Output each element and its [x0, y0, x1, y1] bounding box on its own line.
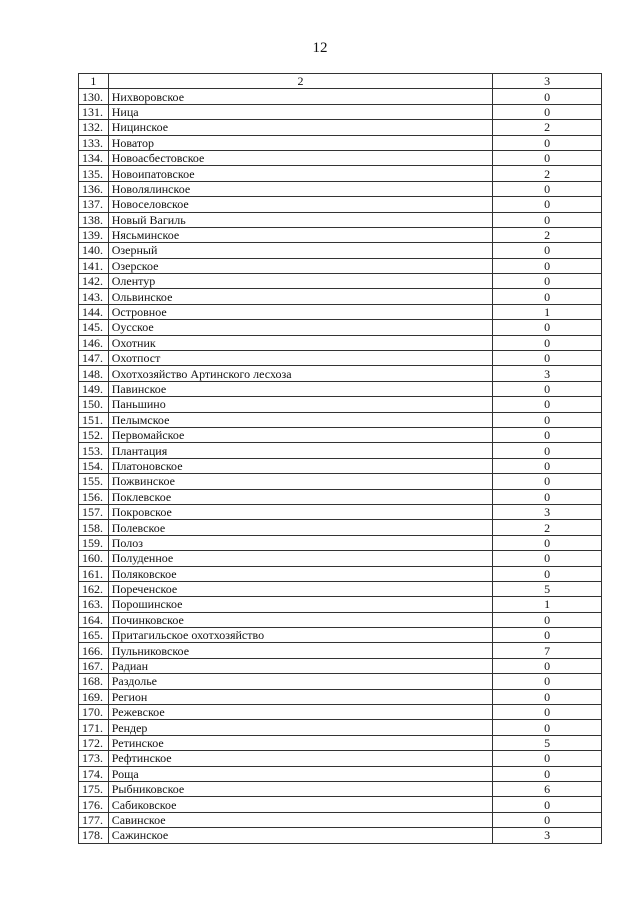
row-number: 161.	[79, 566, 109, 581]
row-number: 170.	[79, 705, 109, 720]
row-name: Раздолье	[108, 674, 493, 689]
row-number: 134.	[79, 150, 109, 165]
row-value: 6	[493, 781, 602, 796]
row-name: Регион	[108, 689, 493, 704]
row-name: Пожвинское	[108, 474, 493, 489]
row-value: 0	[493, 812, 602, 827]
row-value: 0	[493, 351, 602, 366]
table-row	[79, 412, 602, 427]
table-row	[79, 643, 602, 658]
row-number: 160.	[79, 551, 109, 566]
table-row	[79, 597, 602, 612]
row-number: 132.	[79, 120, 109, 135]
row-number: 147.	[79, 351, 109, 366]
row-name: Рыбниковское	[108, 781, 493, 796]
row-value: 0	[493, 258, 602, 273]
row-value: 0	[493, 797, 602, 812]
row-number: 146.	[79, 335, 109, 350]
row-number: 138.	[79, 212, 109, 227]
row-number: 157.	[79, 504, 109, 519]
row-number: 165.	[79, 628, 109, 643]
row-value: 0	[493, 381, 602, 396]
row-value: 0	[493, 489, 602, 504]
row-number: 167.	[79, 658, 109, 673]
row-number: 143.	[79, 289, 109, 304]
row-value: 0	[493, 397, 602, 412]
row-value: 2	[493, 227, 602, 242]
row-number: 172.	[79, 735, 109, 750]
table-row	[79, 581, 602, 596]
table-row	[79, 566, 602, 581]
row-value: 0	[493, 335, 602, 350]
row-name: Павинское	[108, 381, 493, 396]
row-number: 139.	[79, 227, 109, 242]
row-number: 152.	[79, 427, 109, 442]
row-number: 130.	[79, 89, 109, 104]
row-value: 0	[493, 612, 602, 627]
table-row	[79, 751, 602, 766]
row-value: 0	[493, 212, 602, 227]
row-name: Поклевское	[108, 489, 493, 504]
row-name: Ольвинское	[108, 289, 493, 304]
row-name: Пульниковское	[108, 643, 493, 658]
table-row	[79, 304, 602, 319]
row-name: Притагильское охотхозяйство	[108, 628, 493, 643]
row-value: 0	[493, 751, 602, 766]
row-name: Платоновское	[108, 458, 493, 473]
column-header-value: 3	[493, 74, 602, 89]
table-header-row	[79, 74, 602, 89]
row-name: Новоселовское	[108, 197, 493, 212]
row-name: Озерный	[108, 243, 493, 258]
row-value: 0	[493, 104, 602, 119]
registry-table-body	[79, 74, 602, 844]
row-name: Починковское	[108, 612, 493, 627]
row-value: 0	[493, 474, 602, 489]
row-number: 164.	[79, 612, 109, 627]
table-row	[79, 720, 602, 735]
row-name: Оусское	[108, 320, 493, 335]
row-value: 5	[493, 581, 602, 596]
row-value: 2	[493, 520, 602, 535]
table-row	[79, 504, 602, 519]
column-header-name: 2	[108, 74, 493, 89]
row-value: 0	[493, 197, 602, 212]
row-name: Пореченское	[108, 581, 493, 596]
table-row	[79, 289, 602, 304]
row-number: 151.	[79, 412, 109, 427]
table-row	[79, 735, 602, 750]
table-row	[79, 212, 602, 227]
row-number: 135.	[79, 166, 109, 181]
row-name: Нясьминское	[108, 227, 493, 242]
row-value: 7	[493, 643, 602, 658]
row-value: 0	[493, 566, 602, 581]
row-number: 178.	[79, 828, 109, 843]
table-row	[79, 689, 602, 704]
table-row	[79, 104, 602, 119]
row-name: Роща	[108, 766, 493, 781]
row-value: 2	[493, 120, 602, 135]
row-name: Новоипатовское	[108, 166, 493, 181]
table-row	[79, 243, 602, 258]
table-row	[79, 781, 602, 796]
row-number: 175.	[79, 781, 109, 796]
row-name: Первомайское	[108, 427, 493, 442]
row-number: 171.	[79, 720, 109, 735]
table-row	[79, 674, 602, 689]
table-row	[79, 320, 602, 335]
table-row	[79, 489, 602, 504]
row-name: Плантация	[108, 443, 493, 458]
row-number: 141.	[79, 258, 109, 273]
row-number: 140.	[79, 243, 109, 258]
table-row	[79, 397, 602, 412]
row-value: 0	[493, 628, 602, 643]
row-value: 3	[493, 504, 602, 519]
row-number: 156.	[79, 489, 109, 504]
row-name: Покровское	[108, 504, 493, 519]
table-row	[79, 135, 602, 150]
table-row	[79, 797, 602, 812]
row-number: 174.	[79, 766, 109, 781]
table-row	[79, 150, 602, 165]
row-name: Охотхозяйство Артинского лесхоза	[108, 366, 493, 381]
row-number: 158.	[79, 520, 109, 535]
row-number: 144.	[79, 304, 109, 319]
row-number: 137.	[79, 197, 109, 212]
row-number: 145.	[79, 320, 109, 335]
row-number: 148.	[79, 366, 109, 381]
row-name: Рефтинское	[108, 751, 493, 766]
table-row	[79, 535, 602, 550]
row-value: 0	[493, 535, 602, 550]
row-name: Охотник	[108, 335, 493, 350]
row-value: 0	[493, 705, 602, 720]
row-value: 0	[493, 89, 602, 104]
row-value: 0	[493, 243, 602, 258]
table-row	[79, 705, 602, 720]
row-value: 5	[493, 735, 602, 750]
row-value: 0	[493, 320, 602, 335]
row-number: 154.	[79, 458, 109, 473]
row-number: 168.	[79, 674, 109, 689]
table-row	[79, 381, 602, 396]
registry-table	[78, 73, 602, 844]
table-row	[79, 181, 602, 196]
row-name: Озерское	[108, 258, 493, 273]
row-name: Режевское	[108, 705, 493, 720]
table-row	[79, 227, 602, 242]
row-number: 142.	[79, 274, 109, 289]
row-value: 0	[493, 689, 602, 704]
table-row	[79, 258, 602, 273]
row-number: 133.	[79, 135, 109, 150]
row-value: 3	[493, 366, 602, 381]
table-row	[79, 658, 602, 673]
row-number: 176.	[79, 797, 109, 812]
table-row	[79, 89, 602, 104]
row-name: Радиан	[108, 658, 493, 673]
row-name: Новоасбестовское	[108, 150, 493, 165]
row-name: Охотпост	[108, 351, 493, 366]
row-value: 0	[493, 458, 602, 473]
row-value: 0	[493, 274, 602, 289]
row-value: 0	[493, 289, 602, 304]
row-number: 155.	[79, 474, 109, 489]
row-name: Полуденное	[108, 551, 493, 566]
row-name: Сабиковское	[108, 797, 493, 812]
row-value: 0	[493, 135, 602, 150]
row-name: Ницинское	[108, 120, 493, 135]
row-value: 0	[493, 181, 602, 196]
table-row	[79, 812, 602, 827]
table-row	[79, 120, 602, 135]
row-name: Ница	[108, 104, 493, 119]
row-number: 162.	[79, 581, 109, 596]
row-number: 163.	[79, 597, 109, 612]
row-number: 166.	[79, 643, 109, 658]
row-number: 136.	[79, 181, 109, 196]
row-number: 131.	[79, 104, 109, 119]
table-row	[79, 551, 602, 566]
row-name: Полевское	[108, 520, 493, 535]
row-value: 3	[493, 828, 602, 843]
row-name: Новатор	[108, 135, 493, 150]
row-number: 159.	[79, 535, 109, 550]
row-value: 1	[493, 597, 602, 612]
row-name: Новый Вагиль	[108, 212, 493, 227]
table-row	[79, 520, 602, 535]
row-name: Порошинское	[108, 597, 493, 612]
row-value: 0	[493, 658, 602, 673]
table-row	[79, 474, 602, 489]
row-number: 153.	[79, 443, 109, 458]
column-header-number: 1	[79, 74, 109, 89]
row-name: Ретинское	[108, 735, 493, 750]
row-name: Савинское	[108, 812, 493, 827]
table-row	[79, 274, 602, 289]
row-value: 0	[493, 412, 602, 427]
row-name: Сажинское	[108, 828, 493, 843]
row-value: 0	[493, 766, 602, 781]
row-number: 150.	[79, 397, 109, 412]
row-name: Поляковское	[108, 566, 493, 581]
table-row	[79, 458, 602, 473]
table-row	[79, 766, 602, 781]
table-row	[79, 351, 602, 366]
row-name: Островное	[108, 304, 493, 319]
row-name: Новолялинское	[108, 181, 493, 196]
row-number: 173.	[79, 751, 109, 766]
row-number: 169.	[79, 689, 109, 704]
table-row	[79, 366, 602, 381]
row-value: 0	[493, 674, 602, 689]
row-name: Пелымское	[108, 412, 493, 427]
row-name: Олентур	[108, 274, 493, 289]
row-value: 1	[493, 304, 602, 319]
row-name: Полоз	[108, 535, 493, 550]
row-name: Рендер	[108, 720, 493, 735]
row-value: 0	[493, 551, 602, 566]
row-value: 0	[493, 150, 602, 165]
table-row	[79, 335, 602, 350]
table-row	[79, 628, 602, 643]
row-number: 149.	[79, 381, 109, 396]
row-value: 0	[493, 427, 602, 442]
row-value: 2	[493, 166, 602, 181]
table-row	[79, 197, 602, 212]
row-value: 0	[493, 443, 602, 458]
table-row	[79, 443, 602, 458]
row-name: Нихворовское	[108, 89, 493, 104]
row-value: 0	[493, 720, 602, 735]
row-number: 177.	[79, 812, 109, 827]
page-number: 12	[312, 40, 328, 56]
table-row	[79, 828, 602, 843]
table-row	[79, 166, 602, 181]
table-row	[79, 427, 602, 442]
row-name: Паньшино	[108, 397, 493, 412]
table-row	[79, 612, 602, 627]
